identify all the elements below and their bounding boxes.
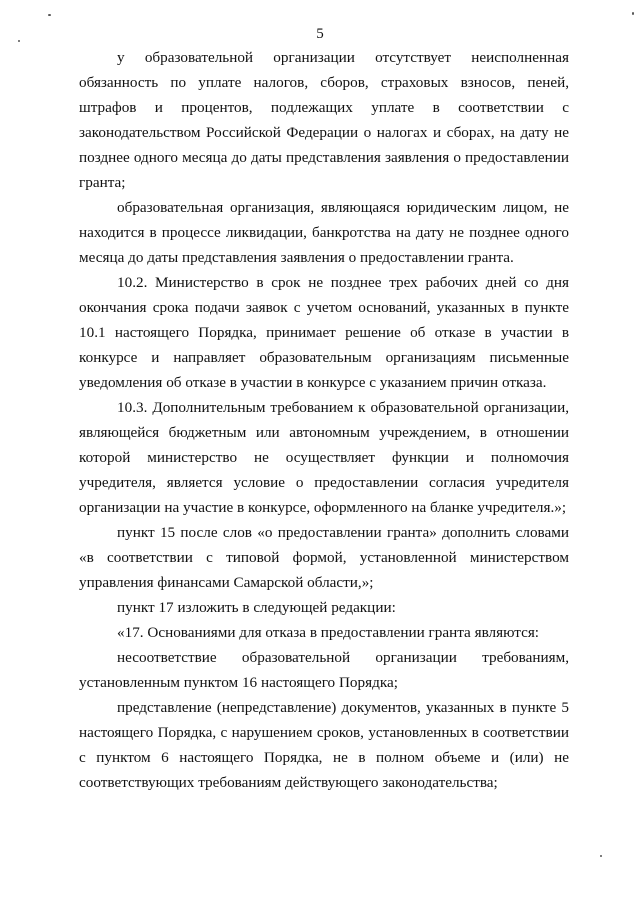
page-number: 5 — [316, 26, 324, 42]
scan-speck — [600, 855, 602, 857]
paragraph-item-17-intro: пункт 17 изложить в следующей редакции: — [117, 599, 396, 616]
paragraph-10-2: 10.2. Министерство в срок не позднее трех рабочих дней со дня окончания срока подачи заявок с учетом оснований, указанных в пункте 10.1 настоящего Порядка, принимает решение об отказе в участии в конкурсе и направляет образовательным организациям письменные уведомления об отказе в участии в конкурсе с указанием причин отказа. — [79, 274, 569, 391]
paragraph-non-compliance: несоответствие образовательной организации требованиям, установленным пунктом 16 настоящего Порядка; — [79, 649, 569, 691]
paragraph-item-15: пункт 15 после слов «о предоставлении гранта» дополнить словами «в соответствии с типовой формой, установленной министерством управления финансами Самарской области,»; — [79, 524, 569, 591]
paragraph-documents: представление (непредставление) документов, указанных в пункте 5 настоящего Порядка, с нарушением сроков, установленных в соответствии с пунктом 6 настоящего Порядка, не в полном объеме и (или) не соответствующих требованиям действующего законодательства; — [79, 699, 569, 791]
document-body — [79, 45, 569, 795]
scan-speck — [632, 12, 634, 15]
paragraph-tax-obligation: у образовательной организации отсутствует неисполненная обязанность по уплате налогов, сборов, страховых взносов, пеней, штрафов и процентов, подлежащих уплате в соответствии с законодательством Российской Федерации о налогах и сборах, на дату не позднее одного месяца до даты представления заявления о предоставлении гранта; — [79, 49, 569, 191]
paragraph-liquidation: образовательная организация, являющаяся юридическим лицом, не находится в процессе ликвидации, банкротства на дату не позднее одного месяца до даты представления заявления о предоставлении гранта. — [79, 199, 569, 266]
scan-speck — [18, 40, 20, 42]
paragraph-item-17-grounds: «17. Основаниями для отказа в предоставлении гранта являются: — [117, 624, 540, 641]
paragraph-10-3: 10.3. Дополнительным требованием к образовательной организации, являющейся бюджетным или автономным учреждением, в отношении которой министерство не осуществляет функции и полномочия учредителя, является условие о предоставлении согласия учредителя организации на участие в конкурсе, оформленного на бланке учредителя.»; — [79, 399, 569, 516]
scan-speck — [48, 14, 51, 16]
